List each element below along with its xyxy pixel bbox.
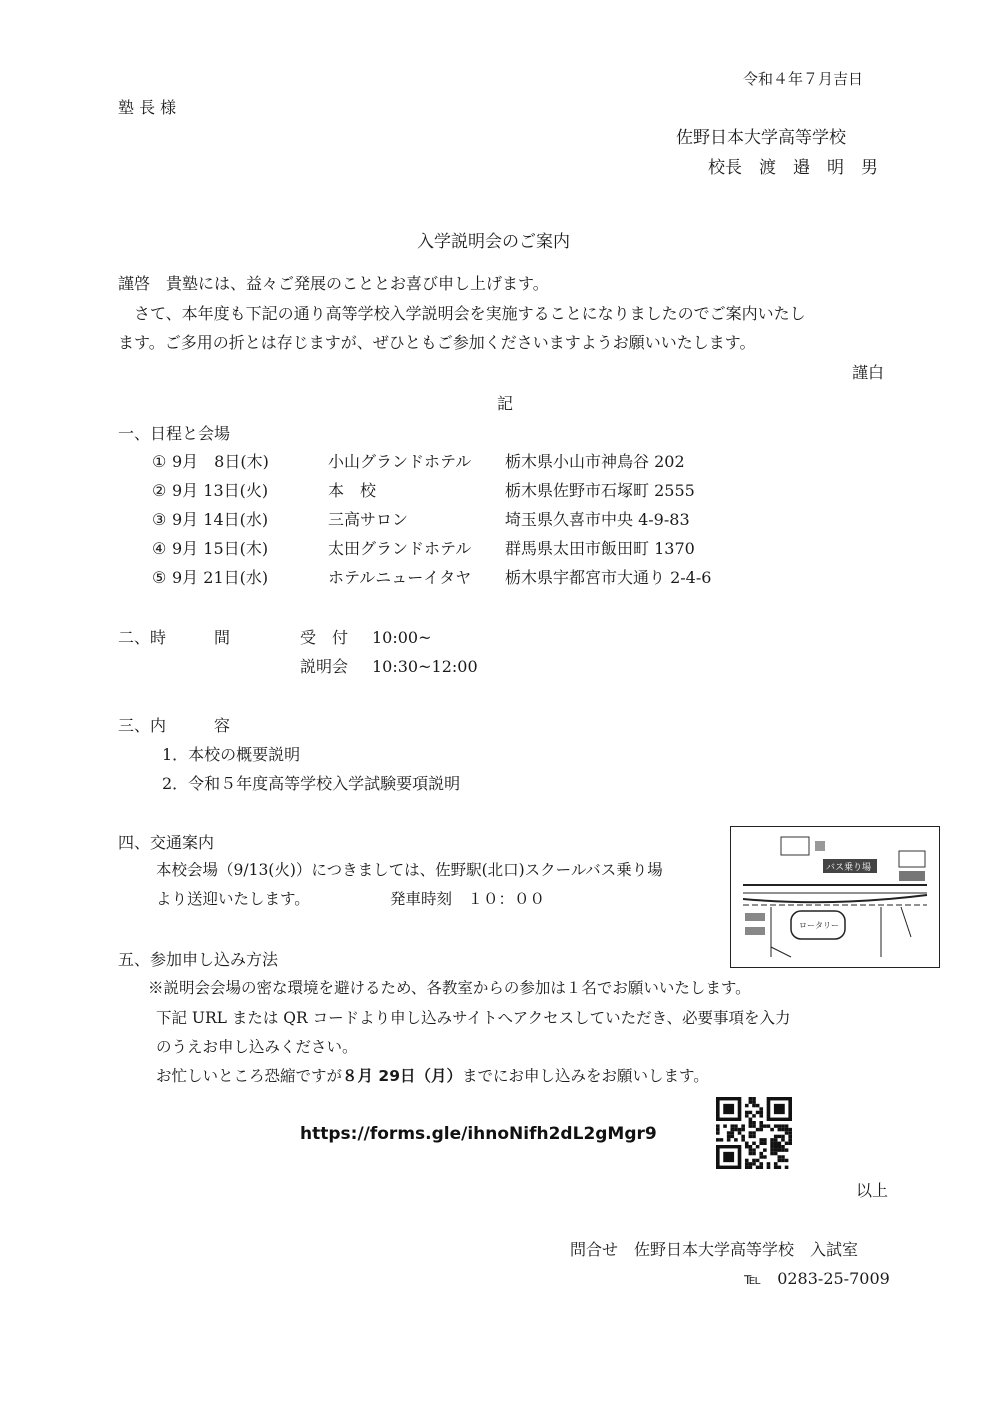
page-title: 入学説明会のご案内: [417, 232, 570, 252]
section-access-heading: 四、交通案内: [118, 833, 215, 852]
schedule-num: ⑤: [152, 568, 167, 587]
schedule-date: 9月 8日(木): [172, 452, 269, 471]
reception-label: 受 付: [300, 628, 349, 647]
greeting-paragraph: 謹啓 貴塾には、益々ご発展のこととお喜び申し上げます。: [118, 274, 549, 293]
section-time-heading: 二、時 間: [118, 628, 231, 647]
schedule-date: 9月 15日(木): [172, 539, 269, 558]
document-date: 令和４年７月吉日: [743, 70, 864, 88]
schedule-date: 9月 21日(水): [172, 568, 269, 587]
application-note: ※説明会会場の密な環境を避けるため、各教室からの参加は１名でお願いいたします。: [148, 979, 751, 997]
schedule-venue: 小山グランドホテル: [328, 452, 472, 471]
schedule-venue: 三高サロン: [328, 510, 409, 529]
schedule-address: 栃木県宇都宮市大通り 2-4-6: [505, 568, 712, 587]
intro-line-1: さて、本年度も下記の通り高等学校入学説明会を実施することになりましたのでご案内いたし: [134, 304, 806, 323]
application-line-2: のうえお申し込みください。: [156, 1038, 358, 1056]
schedule-num: ④: [152, 539, 167, 558]
ki-heading: 記: [497, 394, 514, 413]
schedule-num: ③: [152, 510, 167, 529]
sender-principal: 校長 渡 邉 明 男: [708, 158, 878, 178]
schedule-num: ②: [152, 481, 167, 500]
deadline-suffix: までにお申し込みをお願いします。: [461, 1067, 709, 1085]
qr-code[interactable]: [716, 1097, 792, 1169]
application-line-1: 下記 URL または QR コードより申し込みサイトへアクセスしていただき、必要事項を入力: [156, 1009, 791, 1027]
content-item: 2．令和５年度高等学校入学試験要項説明: [162, 774, 461, 793]
schedule-address: 栃木県小山市神鳥谷 202: [505, 452, 685, 471]
schedule-num: ①: [152, 452, 167, 471]
sender-school: 佐野日本大学高等学校: [676, 128, 846, 148]
intro-line-2: ます。ご多用の折とは存じますが、ぜひともご参加くださいますようお願いいたします。: [118, 333, 756, 352]
deadline-date: ８月 29日（月）: [342, 1067, 462, 1085]
map-label-bus-stop: バス乗り場: [826, 863, 872, 873]
deadline-prefix: お忙しいところ恐縮ですが: [156, 1067, 343, 1085]
map-drawing: [731, 827, 939, 967]
recipient: 塾 長 様: [118, 98, 177, 117]
schedule-address: 群馬県太田市飯田町 1370: [505, 539, 695, 558]
access-line-1: 本校会場（9/13(火)）につきましては、佐野駅(北口)スクールバス乗り場: [156, 861, 663, 879]
content-item: 1．本校の概要説明: [162, 745, 301, 764]
schedule-venue: 太田グランドホテル: [328, 539, 472, 558]
reception-time: 10:00~: [372, 628, 432, 647]
access-map: [730, 826, 940, 968]
access-line-2: より送迎いたします。: [156, 890, 310, 908]
schedule-address: 埼玉県久喜市中央 4-9-83: [505, 510, 690, 529]
session-label: 説明会: [300, 657, 349, 676]
schedule-date: 9月 13日(火): [172, 481, 269, 500]
qr-code-image: [716, 1097, 792, 1169]
schedule-venue: 本 校: [328, 481, 377, 500]
section-application-heading: 五、参加申し込み方法: [118, 950, 279, 969]
contact-phone: ℡ 0283-25-7009: [744, 1269, 890, 1288]
schedule-address: 栃木県佐野市石塚町 2555: [505, 481, 695, 500]
section-schedule-heading: 一、日程と会場: [118, 424, 231, 443]
end-mark: 以上: [856, 1181, 889, 1200]
departure-time: 発車時刻 １０：００: [390, 890, 546, 908]
section-content-heading: 三、内 容: [118, 716, 231, 735]
schedule-date: 9月 14日(水): [172, 510, 269, 529]
deadline-line: [156, 1069, 709, 1085]
closing-word: 謹白: [852, 363, 885, 382]
contact-info: 問合せ 佐野日本大学高等学校 入試室: [570, 1240, 859, 1259]
map-label-rotary: ロータリー: [799, 921, 839, 930]
application-url-link[interactable]: https://forms.gle/ihnoNifh2dL2gMgr9: [300, 1124, 657, 1144]
session-time: 10:30~12:00: [372, 657, 478, 676]
schedule-venue: ホテルニューイタヤ: [328, 568, 472, 587]
